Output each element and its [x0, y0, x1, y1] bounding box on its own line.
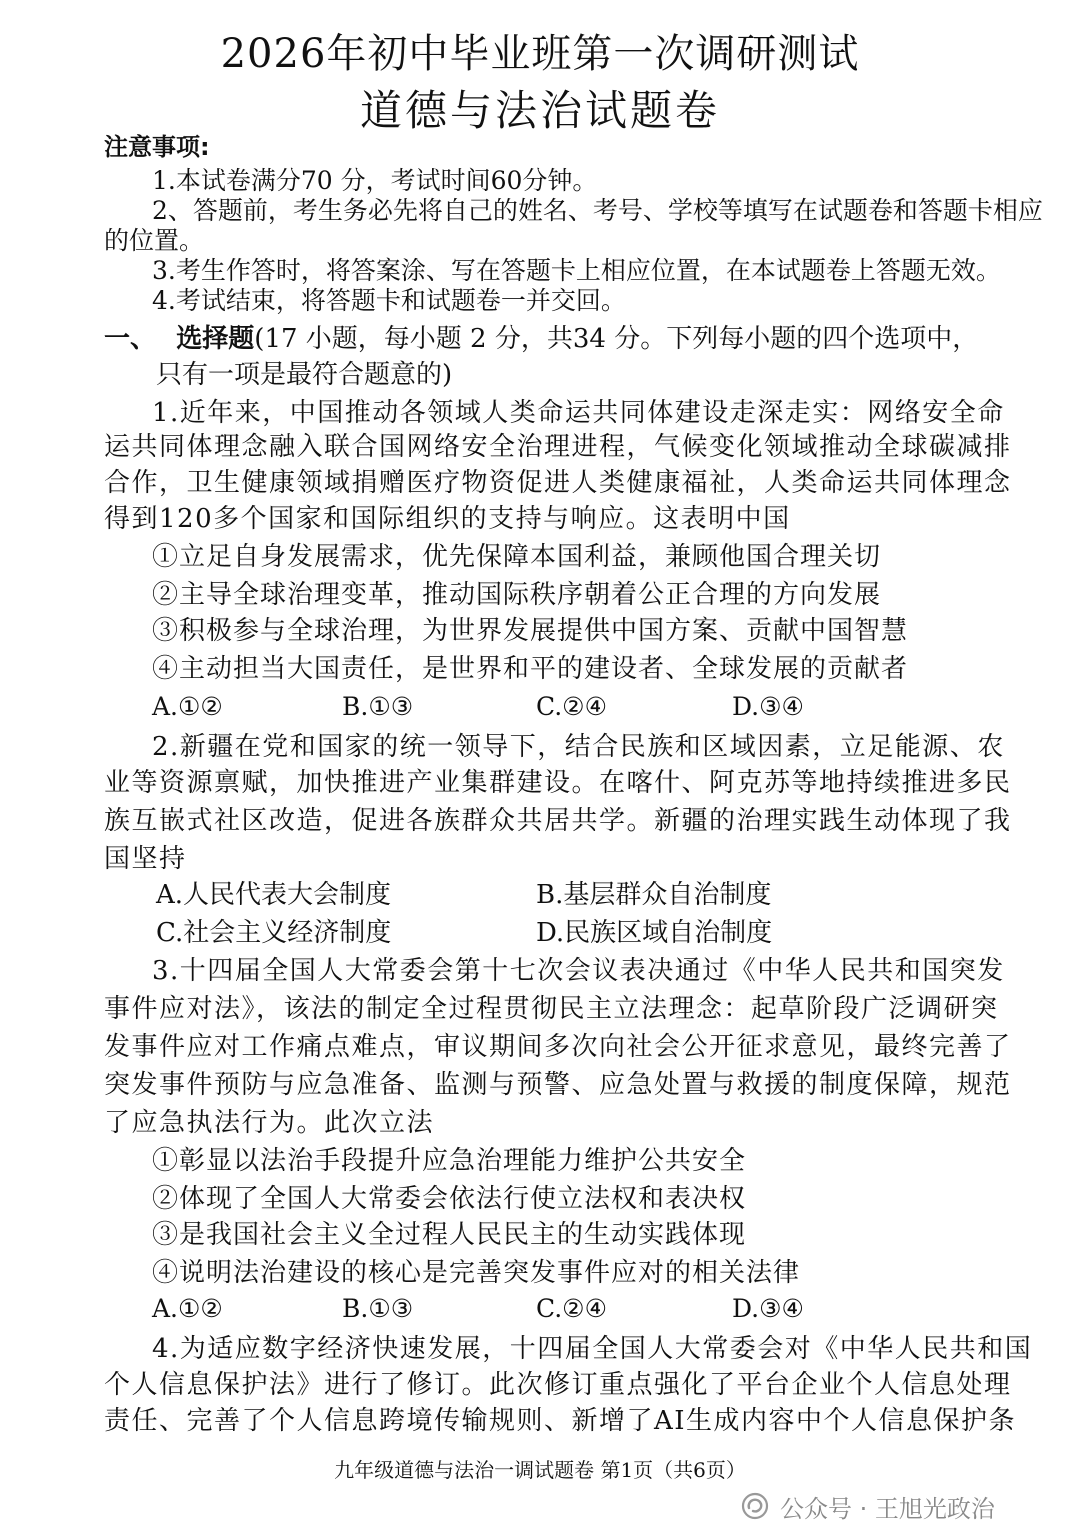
q3-line-5: 了应急执法行为。此次立法 [104, 1108, 435, 1138]
wechat-official-account-icon [740, 1491, 770, 1521]
q3-item-4: ④说明法治建设的核心是完善突发事件应对的相关法律 [152, 1258, 801, 1288]
q2-line-3: 族互嵌式社区改造，促进各族群众共居共学。新疆的治理实践生动体现了我 [104, 806, 1012, 836]
q1-choice-b: B.①③ [342, 692, 414, 721]
notice-line-4: 4.考试结束，将答题卡和试题卷一并交回。 [152, 286, 626, 315]
notice-heading: 注意事项: [104, 133, 210, 161]
q3-choice-a: A.①② [152, 1294, 223, 1323]
q4-line-1: 4.为适应数字经济快速发展，十四届全国人大常委会对《中华人民共和国 [152, 1334, 1033, 1364]
q1-line-3: 合作，卫生健康领域捐赠医疗物资促进人类健康福祉，人类命运共同体理念 [104, 468, 1012, 498]
q2-choice-d: D.民族区域自治制度 [536, 918, 773, 948]
q2-line-1: 2.新疆在党和国家的统一领导下，结合民族和区域因素，立足能源、农 [152, 732, 1005, 762]
section-1-desc: (17 小题，每小题 2 分，共34 分。下列每小题的四个选项中， [254, 324, 979, 354]
q4-line-3: 责任、完善了个人信息跨境传输规则、新增了AI生成内容中个人信息保护条 [104, 1406, 1017, 1436]
q1-item-2: ②主导全球治理变革，推动国际秩序朝着公正合理的方向发展 [152, 580, 882, 610]
section-1-number: 一、 [104, 324, 157, 354]
page-footer: 九年级道德与法治一调试题卷 第1页（共6页） [334, 1458, 746, 1482]
q3-choice-d: D.③④ [732, 1294, 804, 1323]
q2-choice-b: B.基层群众自治制度 [536, 880, 772, 910]
q1-item-1: ①立足自身发展需求，优先保障本国利益，兼顾他国合理关切 [152, 542, 882, 572]
q3-line-3: 发事件应对工作痛点难点，审议期间多次向社会公开征求意见，最终完善了 [104, 1032, 1012, 1062]
exam-subtitle: 道德与法治试题卷 [359, 86, 720, 135]
watermark [740, 1486, 995, 1526]
q1-item-4: ④主动担当大国责任，是世界和平的建设者、全球发展的贡献者 [152, 654, 909, 684]
q1-choice-d: D.③④ [732, 692, 804, 721]
q3-item-3: ③是我国社会主义全过程人民民主的生动实践体现 [152, 1220, 747, 1250]
q2-line-4: 国坚持 [104, 844, 187, 874]
q1-line-2: 运共同体理念融入联合国网络安全治理进程，气候变化领域推动全球碳减排 [104, 432, 1012, 462]
q3-item-1: ①彰显以法治手段提升应急治理能力维护公共安全 [152, 1146, 747, 1176]
notice-line-2-cont: 的位置。 [104, 226, 205, 255]
q1-line-1: 1.近年来，中国推动各领域人类命运共同体建设走深走实：网络安全命 [152, 398, 1005, 428]
q3-line-1: 3.十四届全国人大常委会第十七次会议表决通过《中华人民共和国突发 [152, 956, 1005, 986]
q1-choice-a: A.①② [152, 692, 223, 721]
q3-choice-c: C.②④ [536, 1294, 608, 1323]
q3-line-2: 事件应对法》，该法的制定全过程贯彻民主立法理念：起草阶段广泛调研突 [104, 994, 999, 1024]
watermark-text: 公众号 · 王旭光政治 [780, 1494, 995, 1523]
q3-line-4: 突发事件预防与应急准备、监测与预警、应急处置与救援的制度保障，规范 [104, 1070, 1012, 1100]
notice-line-3: 3.考生作答时，将答案涂、写在答题卡上相应位置，在本试题卷上答题无效。 [152, 256, 1001, 285]
q3-choice-b: B.①③ [342, 1294, 414, 1323]
exam-title: 2026年初中毕业班第一次调研测试 [220, 31, 860, 77]
section-1-name: 选择题 [176, 324, 255, 354]
q2-choice-c: C.社会主义经济制度 [156, 918, 392, 948]
q2-line-2: 业等资源禀赋，加快推进产业集群建设。在喀什、阿克苏等地持续推进多民 [104, 768, 1012, 798]
section-1-desc-cont: 只有一项是最符合题意的) [156, 360, 453, 390]
q4-line-2: 个人信息保护法》进行了修订。此次修订重点强化了平台企业个人信息处理 [104, 1370, 1012, 1400]
q1-item-3: ③积极参与全球治理，为世界发展提供中国方案、贡献中国智慧 [152, 616, 909, 646]
notice-line-1: 1.本试卷满分70 分，考试时间60分钟。 [152, 166, 598, 195]
notice-line-2: 2、答题前，考生务必先将自己的姓名、考号、学校等填写在试题卷和答题卡相应 [152, 196, 1043, 225]
q1-line-4: 得到120多个国家和国际组织的支持与响应。这表明中国 [104, 504, 791, 534]
section-1-heading [104, 322, 978, 356]
q3-item-2: ②体现了全国人大常委会依法行使立法权和表决权 [152, 1184, 747, 1214]
q1-choice-c: C.②④ [536, 692, 608, 721]
q2-choice-a: A.人民代表大会制度 [156, 880, 392, 910]
